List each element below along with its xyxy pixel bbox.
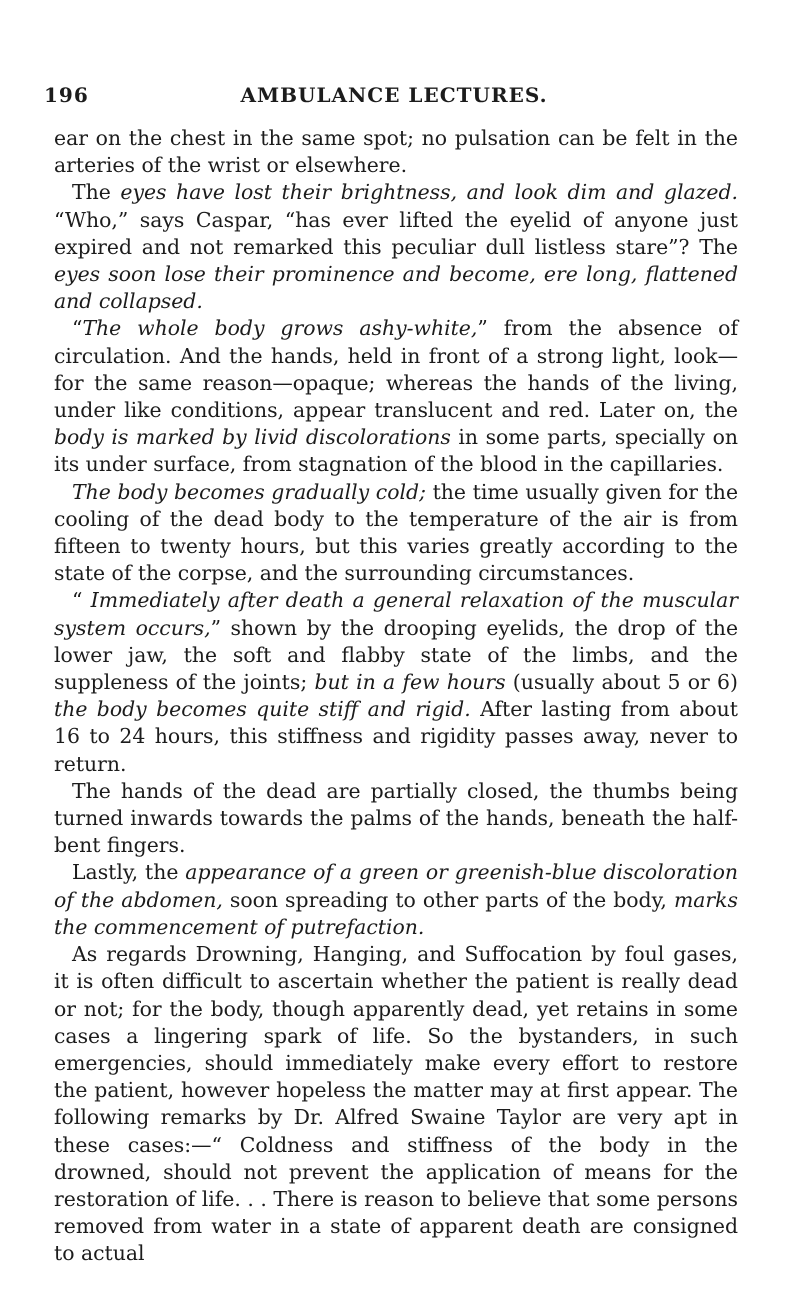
text-segment: “Who,” says Caspar, “has ever lifted the eyelid of anyone just expired and not remarked this peculiar dull listless stare”? The (54, 207, 738, 259)
text-segment: “ (72, 316, 83, 341)
text-segment: After lasting from about 16 to 24 hours, this stiffness and rigidity passes away, never to return. (54, 697, 738, 776)
text-segment: the time usually given for the cooling of the dead body to the temperature of the air is from fifteen to twenty hours, but this varies greatly according to the state of the corpse, and the surrounding circumstances. (54, 479, 739, 586)
italic-text: The whole body grows ashy-white, (82, 316, 478, 341)
body-text (54, 125, 738, 1268)
italic-text: eyes soon lose their prominence and become, ere long, flattened and collapsed. (54, 262, 738, 314)
text-segment: (usually about 5 or 6) (505, 670, 738, 695)
text-segment: The (72, 180, 121, 205)
text-segment: ” shown by the drooping eyelids, the drop of the lower jaw, the soft and flabby state of the limbs, and the suppleness of the joints; (54, 615, 739, 695)
text-segment: ” from the absence of circulation. And the hands, held in front of a strong light, look—for the same reason—opaque; whereas the hands of the living, under like conditions, appear translucent and red. Later on, the (54, 316, 738, 423)
italic-text: body is marked by livid discolorations (54, 425, 451, 450)
italic-text: Immediately after death a general relaxation of the muscular system occurs, (54, 588, 739, 640)
paragraph (54, 315, 738, 478)
paragraph (54, 778, 738, 860)
paragraph (54, 859, 738, 941)
page-number: 196 (44, 83, 89, 107)
text-segment: As regards Drowning, Hanging, and Suffocation by foul gases, it is often difficult to ascertain whether the patient is really dead or not; for the body, though apparently dead, yet retains in some cases a lingering spark of life. So the bystanders, in such emergencies, should immediately make every effort to restore the patient, however hopeless the matter may at first appear. The following remarks by Dr. Alfred Swaine Taylor are very apt in these cases:—“ Coldness and stiffness of the body in the drowned, should not prevent the application of means for the restoration of life. . . There is reason to believe that some persons removed from water in a state of apparent death are consigned to actual (54, 942, 738, 1266)
text-segment: “ (72, 588, 91, 613)
italic-text: eyes have lost their brightness, and look dim and glazed. (120, 180, 738, 205)
page-header (44, 83, 744, 113)
text-segment: ear on the chest in the same spot; no pulsation can be felt in the arteries of the wrist or elsewhere. (54, 126, 738, 178)
paragraph (54, 587, 738, 777)
text-segment: soon spreading to other parts of the body, (222, 887, 674, 912)
italic-text: but in a few hours (314, 670, 506, 695)
text-segment: Lastly, the (72, 860, 186, 885)
text-segment: The hands of the dead are partially closed, the thumbs being turned inwards towards the palms of the hands, beneath the half-bent fingers. (54, 778, 738, 858)
italic-text: The body becomes gradually cold; (72, 479, 426, 504)
paragraph (54, 125, 738, 179)
italic-text: appearance of a green or greenish-blue discoloration of the abdomen, (54, 860, 738, 912)
italic-text: the body becomes quite stiff and rigid. (54, 697, 471, 722)
italic-text: marks the commencement of putrefaction. (54, 887, 738, 939)
paragraph (54, 941, 738, 1267)
running-head: AMBULANCE LECTURES. (240, 83, 548, 107)
paragraph (54, 179, 738, 315)
paragraph (54, 479, 738, 588)
text-segment: in some parts, specially on its under surface, from stagnation of the blood in the capillaries. (54, 425, 738, 477)
